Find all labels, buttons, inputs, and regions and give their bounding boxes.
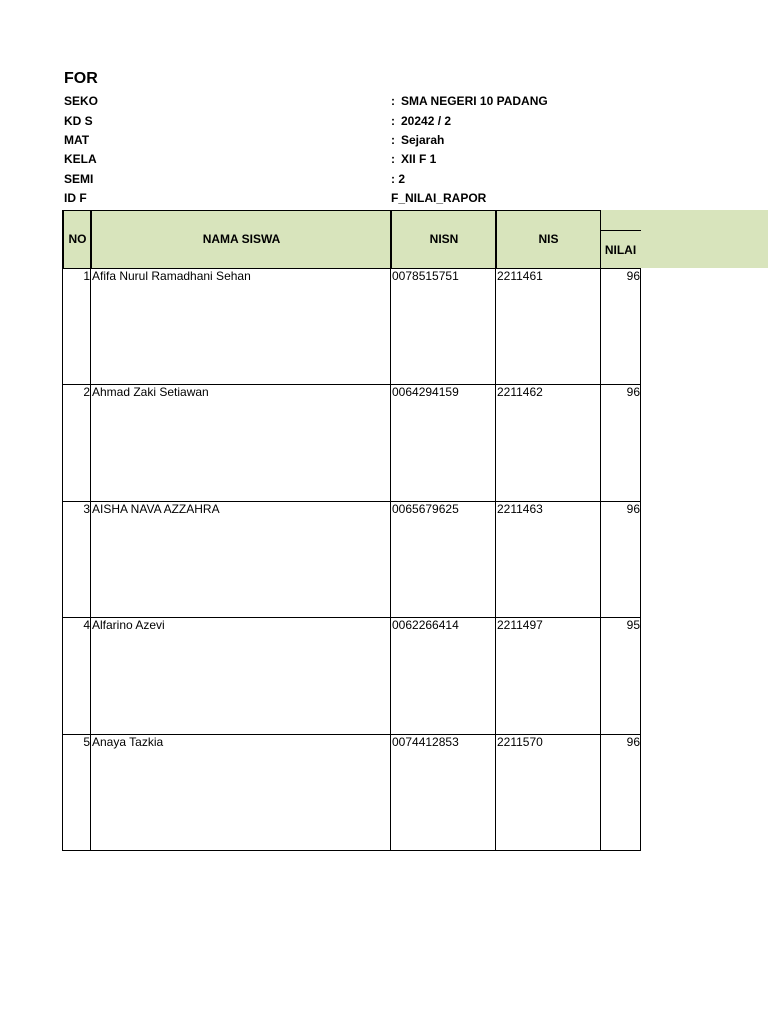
cell-name: Anaya Tazkia — [92, 735, 164, 749]
info-label: SEMI — [64, 172, 94, 186]
header-nilai — [600, 231, 641, 268]
cell-nisn: 0074412853 — [392, 735, 459, 749]
info-value: SMA NEGERI 10 PADANG — [401, 94, 548, 108]
cell-nis: 2211461 — [497, 269, 543, 283]
header-nama-label: NAMA SISWA — [202, 232, 281, 246]
info-separator: : — [391, 133, 395, 147]
info-separator: : — [391, 152, 395, 166]
cell-nilai: 96 — [626, 735, 640, 749]
info-value: F_NILAI_RAPOR — [391, 191, 487, 205]
info-label: SEKO — [64, 94, 99, 108]
info-value: 20242 / 2 — [401, 114, 452, 128]
cell-no: 1 — [83, 269, 90, 283]
info-label: KD S — [64, 114, 93, 128]
cell-name: AISHA NAVA AZZAHRA — [92, 502, 220, 516]
info-separator: : — [391, 114, 395, 128]
cell-nilai: 96 — [626, 502, 640, 516]
info-value: Sejarah — [401, 133, 445, 147]
info-label: KELA — [64, 152, 97, 166]
cell-no: 5 — [83, 735, 90, 749]
cell-nis: 2211570 — [497, 735, 543, 749]
nilai-left-border — [600, 210, 601, 851]
info-label: ID F — [64, 191, 87, 205]
header-nilai-label: NILAI — [604, 242, 637, 257]
cell-nisn: 0078515751 — [392, 269, 459, 283]
cell-nis: 2211462 — [497, 385, 543, 399]
header-nama-siswa — [91, 210, 391, 268]
cell-no: 2 — [83, 385, 90, 399]
cell-nis: 2211463 — [497, 502, 543, 516]
header-nisn — [391, 210, 496, 268]
cell-name: Afifa Nurul Ramadhani Sehan — [92, 269, 251, 283]
cell-name: Ahmad Zaki Setiawan — [92, 385, 209, 399]
cell-nisn: 0064294159 — [392, 385, 459, 399]
cell-nilai: 96 — [626, 385, 640, 399]
cell-nisn: 0065679625 — [392, 502, 459, 516]
table-right-border — [640, 268, 641, 851]
form-title: FOR — [64, 70, 98, 87]
cell-nilai: 95 — [626, 618, 640, 632]
col-border-2 — [390, 210, 391, 851]
cell-no: 3 — [83, 502, 90, 516]
info-separator: : — [391, 94, 395, 108]
cell-nis: 2211497 — [497, 618, 543, 632]
info-value: : 2 — [391, 172, 406, 186]
row-border-5 — [62, 850, 641, 851]
cell-nisn: 0062266414 — [392, 618, 459, 632]
header-nis — [496, 210, 600, 268]
header-nis-label: NIS — [538, 232, 559, 246]
cell-name: Alfarino Azevi — [92, 618, 165, 632]
info-value: XII F 1 — [401, 152, 437, 166]
col-border-1 — [90, 210, 91, 851]
col-border-3 — [495, 210, 496, 851]
cell-nilai: 96 — [626, 269, 640, 283]
header-nisn-label: NISN — [429, 232, 459, 246]
table-left-border — [62, 210, 63, 851]
header-no-label: NO — [68, 232, 87, 246]
cell-no: 4 — [83, 618, 90, 632]
header-no — [63, 210, 91, 268]
info-label: MAT — [64, 133, 90, 147]
